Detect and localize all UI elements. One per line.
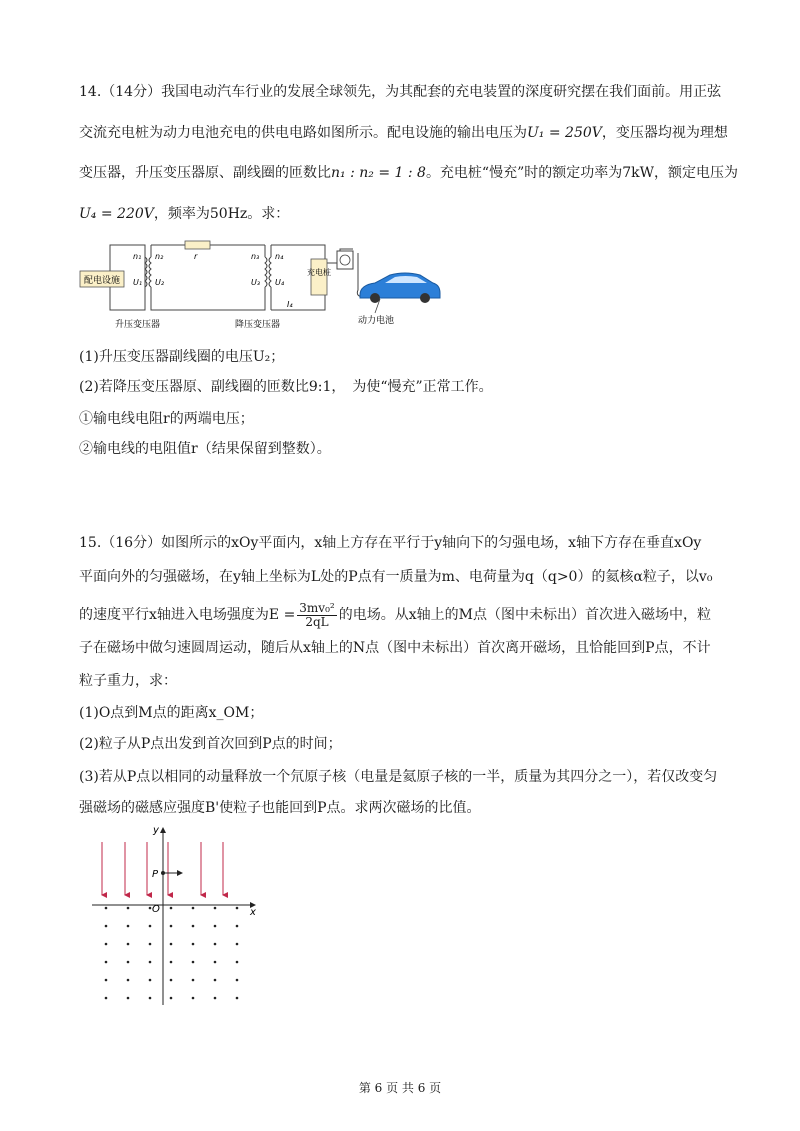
q14-line-3 bbox=[79, 164, 738, 182]
origin-label: O bbox=[152, 904, 160, 915]
q14-sub-1: (1)升压变压器副线圈的电压U₂； bbox=[79, 349, 285, 365]
charger-device bbox=[337, 251, 353, 269]
label-u3: U₃ bbox=[251, 278, 261, 287]
label-i4: I₄ bbox=[287, 300, 293, 309]
q14-line-2-text: 交流充电桩为动力电池充电的供电电路如图所示。配电设施的输出电压为 bbox=[79, 125, 527, 141]
y-axis-label: y bbox=[153, 825, 159, 836]
step-up-caption: 升压变压器 bbox=[115, 320, 161, 330]
q14-turns-ratio: n₁ : n₂ = 1 : 8 bbox=[331, 165, 426, 181]
q14-u4-equation: U₄ = 220V bbox=[79, 206, 154, 222]
q14-line-2-tail: ，变压器均视为理想 bbox=[601, 125, 728, 141]
q14-sub-3: ①输电线电阻r的两端电压； bbox=[79, 411, 254, 427]
q14-line-1: 14.（14分）我国电动汽车行业的发展全球领先，为其配套的充电装置的深度研究摆在我们面前。用正弦 bbox=[79, 84, 722, 100]
page-footer: 第 6 页 共 6 页 bbox=[358, 1081, 442, 1095]
step-down-caption: 降压变压器 bbox=[235, 320, 281, 330]
label-n2: n₂ bbox=[155, 252, 164, 261]
resistor-label: r bbox=[194, 252, 198, 261]
label-u1: U₁ bbox=[133, 278, 143, 287]
q14-sub-4: ②输电线的电阻值r（结果保留到整数）。 bbox=[79, 441, 331, 457]
magnetic-field-dots bbox=[105, 907, 239, 1000]
q14-sub-2: (2)若降压变压器原、副线圈的匝数比9:1， 为使“慢充”正常工作。 bbox=[79, 379, 493, 395]
point-p-label: P bbox=[152, 869, 159, 880]
q15-line-3-text: 的速度平行x轴进入电场强度为E = bbox=[79, 607, 296, 623]
car-wheel-rear bbox=[420, 293, 430, 303]
q14-line-2 bbox=[79, 124, 728, 142]
q15-line-3 bbox=[79, 600, 711, 630]
label-n3: n₃ bbox=[251, 252, 260, 261]
q15-line-3-tail: 的电场。从x轴上的M点（图中未标出）首次进入磁场中，粒 bbox=[338, 607, 711, 623]
field-strength-fraction bbox=[297, 602, 336, 629]
fraction-denominator: 2qL bbox=[305, 614, 329, 629]
q15-line-1: 15.（16分）如图所示的xOy平面内，x轴上方存在平行于y轴向下的匀强电场，x轴下方存在垂直xOy bbox=[79, 535, 702, 551]
car-wheel-front bbox=[370, 293, 380, 303]
point-p bbox=[161, 871, 165, 875]
q14-u1-equation: U₁ = 250V bbox=[527, 125, 602, 141]
x-axis-label: x bbox=[250, 907, 256, 918]
q15-sub-2: (2)粒子从P点出发到首次回到P点的时间； bbox=[79, 736, 342, 752]
circuit-diagram bbox=[75, 235, 445, 340]
q15-line-2: 平面向外的匀强磁场，在y轴上坐标为L处的P点有一质量为m、电荷量为q（q>0）的氦核α粒子，以v₀ bbox=[79, 569, 713, 585]
distribution-facility-label: 配电设施 bbox=[83, 276, 121, 286]
q14-line-4 bbox=[79, 205, 289, 223]
q14-line-3-tail: 。充电桩“慢充”时的额定功率为7kW，额定电压为 bbox=[425, 165, 739, 181]
fraction-numerator: 3mv₀² bbox=[299, 600, 335, 615]
field-diagram bbox=[90, 820, 265, 1010]
charging-pile-label: 充电桩 bbox=[307, 268, 331, 277]
q15-sub-1: (1)O点到M点的距离x_OM； bbox=[79, 705, 264, 721]
q14-line-4-tail: ，频率为50Hz。求： bbox=[153, 206, 290, 222]
q14-line-3-text: 变压器，升压变压器原、副线圈的匝数比 bbox=[79, 165, 331, 181]
label-u4: U₄ bbox=[275, 278, 285, 287]
q15-sub-3a: (3)若从P点以相同的动量释放一个氘原子核（电量是氦原子核的一半，质量为其四分之一），若仅改变匀 bbox=[79, 769, 718, 785]
resistor-r bbox=[185, 241, 210, 249]
label-u2: U₂ bbox=[155, 278, 165, 287]
q15-sub-3b: 强磁场的磁感应强度B'使粒子也能回到P点。求两次磁场的比值。 bbox=[79, 800, 481, 816]
q15-line-5: 粒子重力，求： bbox=[79, 673, 177, 689]
battery-caption: 动力电池 bbox=[358, 316, 395, 326]
label-n4: n₄ bbox=[275, 252, 284, 261]
q15-line-4: 子在磁场中做匀速圆周运动，随后从x轴上的N点（图中未标出）首次离开磁场，且恰能回到P点，不计 bbox=[79, 640, 711, 656]
label-n1: n₁ bbox=[133, 252, 142, 261]
charging-pile-box bbox=[311, 259, 327, 295]
